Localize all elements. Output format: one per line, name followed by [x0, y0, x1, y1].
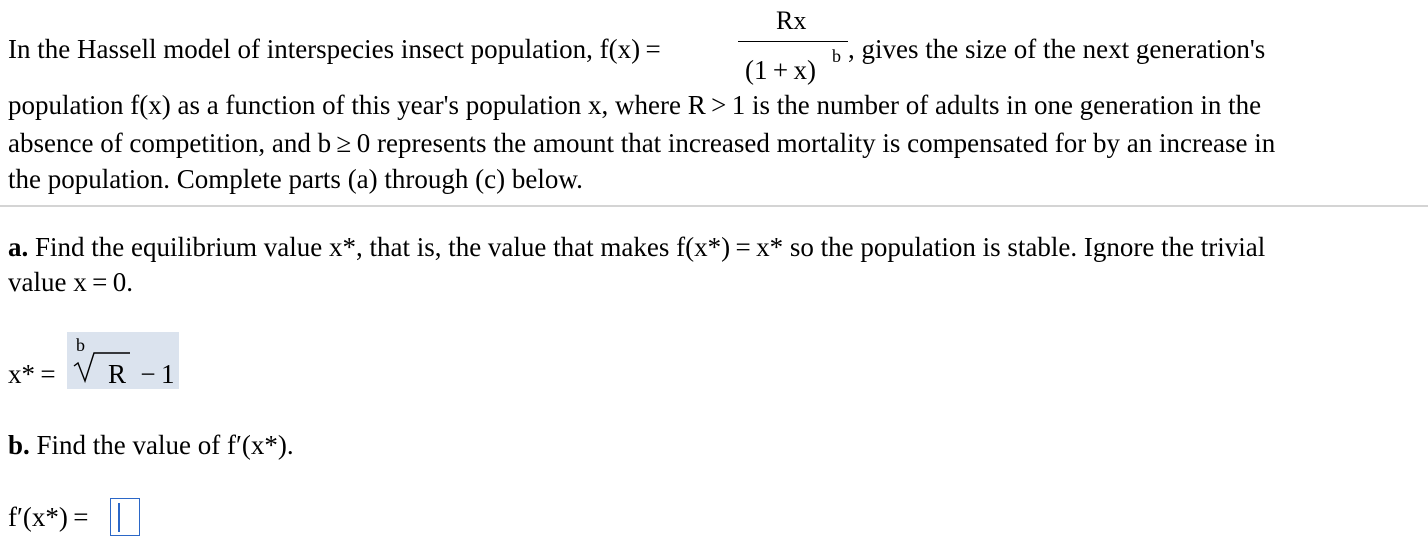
text-cursor [118, 503, 120, 532]
part-a-answer-lhs: x* = [8, 359, 56, 389]
intro-line1-suffix: , gives the size of the next generation's [848, 34, 1266, 64]
intro-line3: absence of competition, and b ≥ 0 represents the amount that increased mortality is compensated for by an increase in [8, 128, 1276, 158]
part-a-question-line2: value x = 0. [8, 267, 134, 297]
part-b-answer-input[interactable] [110, 498, 140, 536]
part-b-question [8, 428, 294, 462]
part-b-label: b. [8, 430, 30, 460]
part-b-text: Find the value of f′(x*). [29, 430, 294, 460]
part-a-text: Find the equilibrium value x*, that is, the value that makes f(x*) = x* so the population is stable. Ignore the trivial [28, 232, 1266, 262]
part-b-answer-lhs: f′(x*) = [8, 502, 89, 532]
section-divider [0, 205, 1428, 207]
intro-line1-prefix: In the Hassell model of interspecies insect population, f(x) = [8, 34, 667, 64]
intro-line2: population f(x) as a function of this year's population x, where R > 1 is the number of adults in one generation in the [8, 90, 1262, 120]
answer-tail: − 1 [135, 359, 175, 389]
part-a-label: a. [8, 232, 29, 262]
radicand: R [108, 359, 127, 389]
fraction-denominator: (1 + x) [745, 55, 817, 85]
part-a-question [8, 230, 1265, 264]
fraction-exponent: b [832, 46, 841, 66]
fraction-bar [738, 41, 848, 42]
intro-line4: the population. Complete parts (a) through (c) below. [8, 164, 583, 194]
root-index: b [76, 335, 85, 355]
fraction-numerator: Rx [776, 6, 807, 35]
